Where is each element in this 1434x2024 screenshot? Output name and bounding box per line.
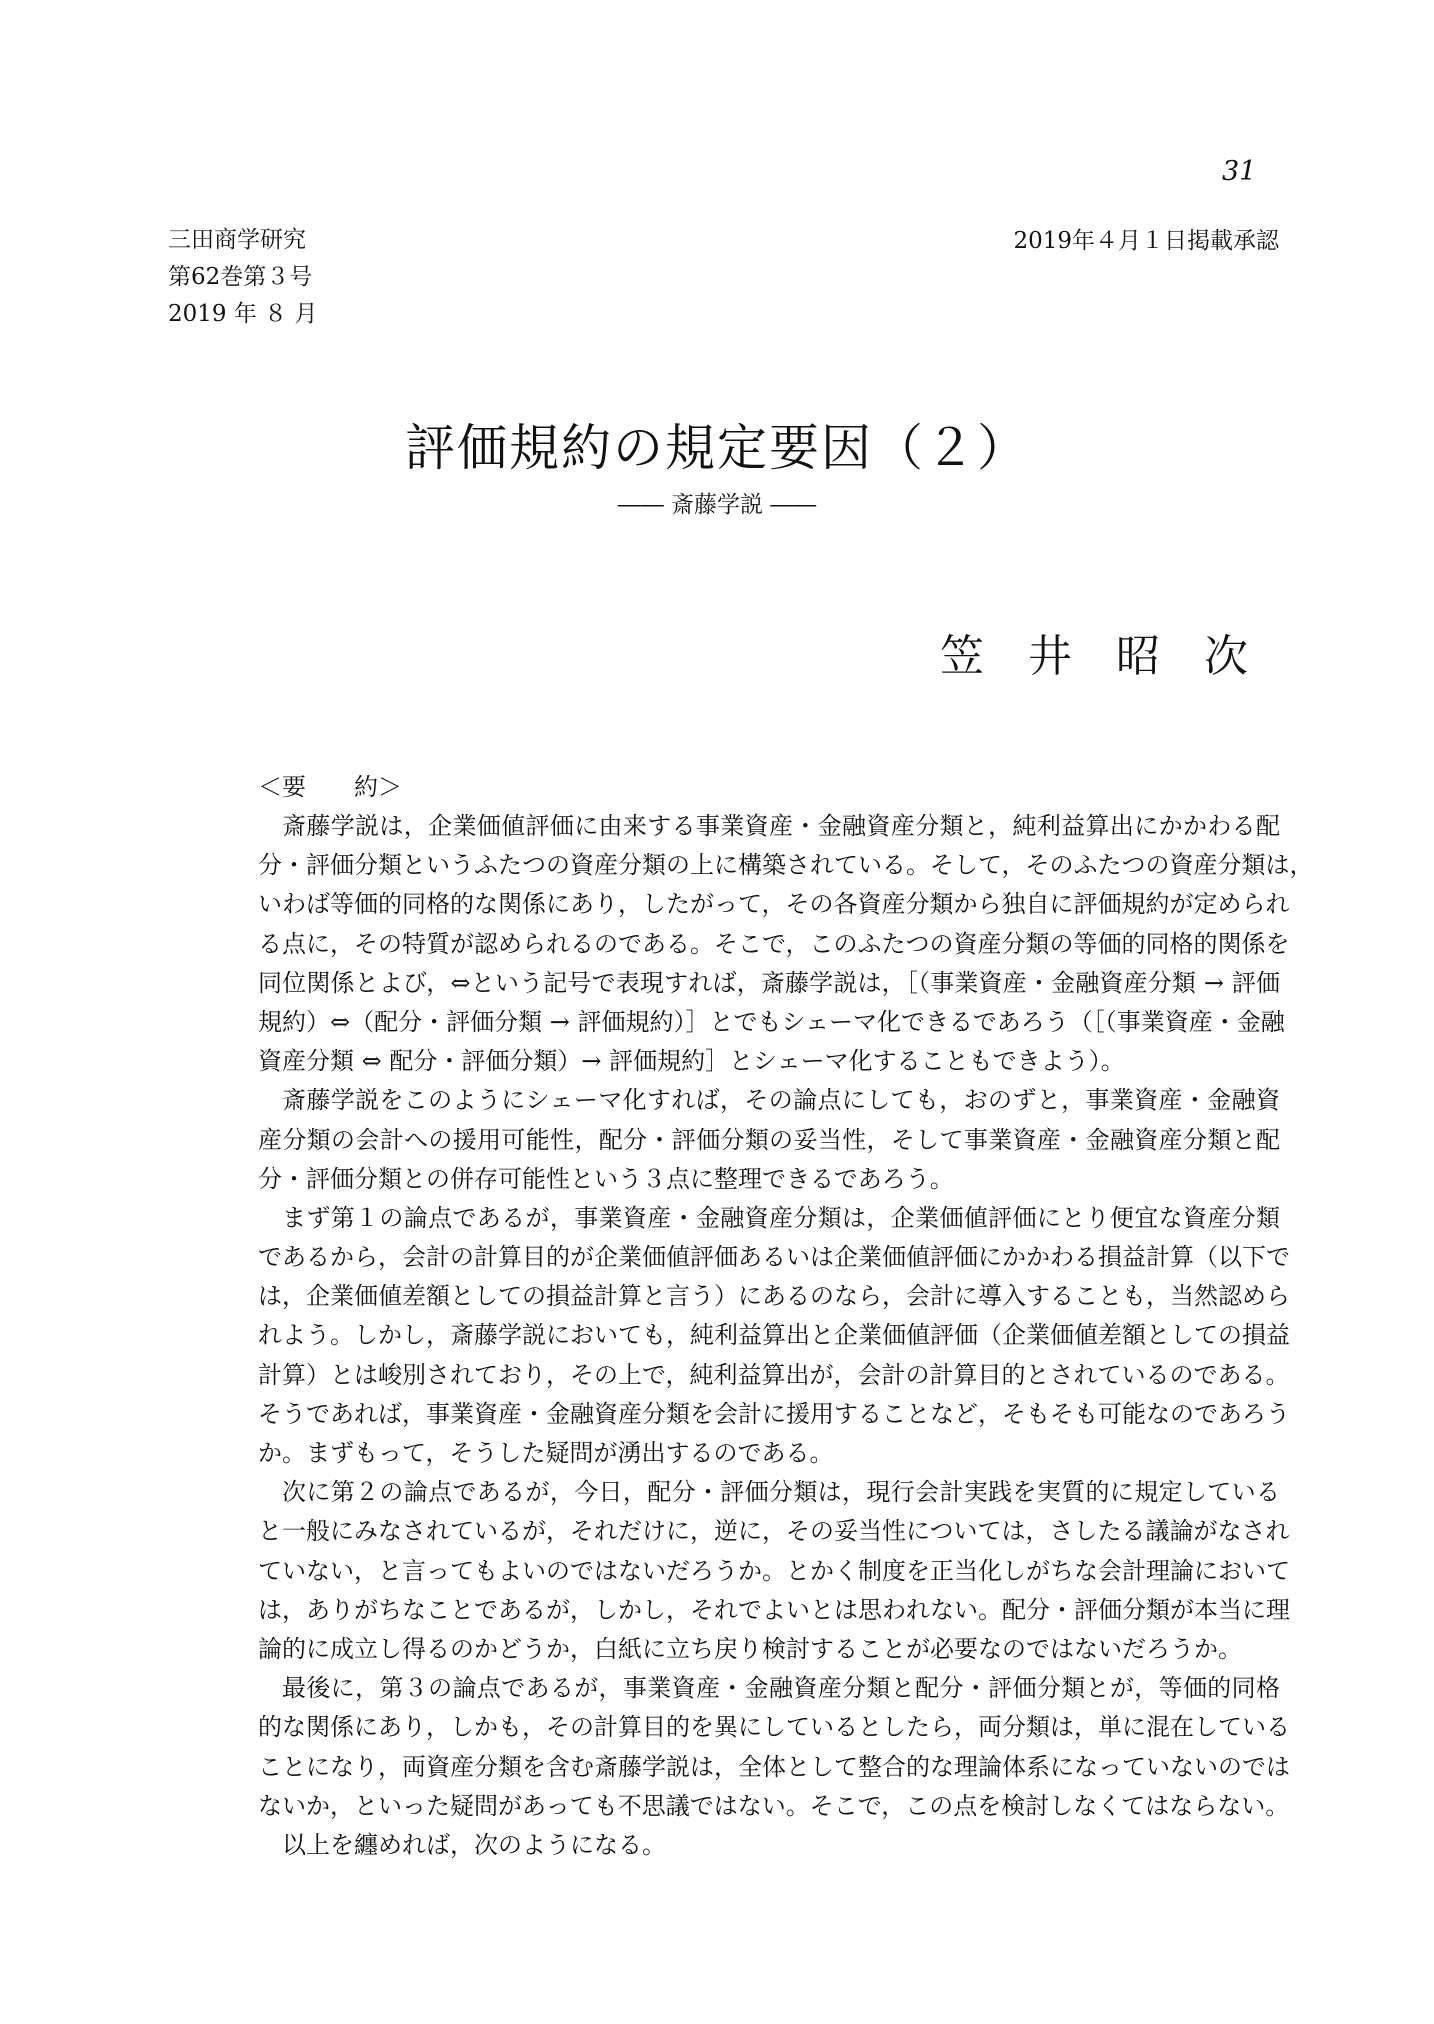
paragraph xyxy=(258,1826,1280,1865)
text-line: は，ありがちなことであるが，しかし，それでよいとは思われない。配分・評価分類が本当に理 xyxy=(258,1595,1290,1624)
abstract xyxy=(258,768,1314,1865)
paragraph xyxy=(258,1081,1280,1199)
text-line: そうであれば，事業資産・金融資産分類を会計に援用することなど，そもそも可能なのであろう xyxy=(258,1399,1290,1428)
approval-date: 2019年４月１日掲載承認 xyxy=(1013,228,1279,254)
text-line: ことになり，両資産分類を含む斎藤学説は，全体として整合的な理論体系になっていないのでは xyxy=(258,1752,1290,1781)
journal-info xyxy=(168,222,317,333)
paragraph xyxy=(258,1473,1290,1669)
text-line: 最後に，第３の論点であるが，事業資産・金融資産分類と配分・評価分類とが，等価的同格 xyxy=(282,1674,1280,1703)
paragraph xyxy=(258,807,1314,1081)
text-line: と一般にみなされているが，それだけに，逆に，その妥当性については，さしたる議論がなされ xyxy=(258,1517,1290,1546)
text-line: 計算）とは峻別されており，その上で，純利益算出が，会計の計算目的とされているのである。 xyxy=(258,1360,1290,1389)
text-line: 的な関係にあり，しかも，その計算目的を異にしているとしたら，両分類は，単に混在している xyxy=(258,1713,1290,1742)
text-line: 資産分類 ⇔ 配分・評価分類）→ 評価規約］とシェーマ化することもできよう）。 xyxy=(258,1047,1125,1076)
text-line: まず第１の論点であるが，事業資産・金融資産分類は，企業価値評価にとり便宜な資産分類 xyxy=(282,1203,1280,1232)
text-line: 分・評価分類との併存可能性という３点に整理できるであろう。 xyxy=(258,1164,954,1193)
article-subtitle: ―― 斎藤学説 ―― xyxy=(617,492,817,518)
paragraph xyxy=(258,1199,1290,1473)
text-line: れよう。しかし，斎藤学説においても，純利益算出と企業価値評価（企業価値差額としての損益 xyxy=(258,1321,1290,1350)
author-name: 笠井昭次 xyxy=(940,631,1292,682)
article-title: 評価規約の規定要因（２） xyxy=(405,419,1029,477)
paragraph xyxy=(258,1669,1290,1826)
text-line: る点に，その特質が認められるのである。そこで，このふたつの資産分類の等価的同格的関係を xyxy=(258,929,1290,958)
text-line: 分・評価分類というふたつの資産分類の上に構築されている。そして，そのふたつの資産分類は， xyxy=(258,851,1314,880)
text-line: いわば等価的同格的な関係にあり，したがって，その各資産分類から独自に評価規約が定められ xyxy=(258,890,1290,919)
text-line: 規約）⇔（配分・評価分類 → 評価規約）］とでもシェーマ化できるであろう（［（事業資産・金融 xyxy=(258,1007,1285,1036)
abstract-body xyxy=(258,807,1314,1865)
text-line: 産分類の会計への援用可能性，配分・評価分類の妥当性，そして事業資産・金融資産分類と配 xyxy=(258,1125,1280,1154)
journal-date: 2019 年 ８ 月 xyxy=(168,301,318,327)
text-line: ていない，と言ってもよいのではないだろうか。とかく制度を正当化しがちな会計理論において xyxy=(258,1556,1290,1585)
text-line: であるから，会計の計算目的が企業価値評価あるいは企業価値評価にかかわる損益計算（以下で xyxy=(258,1243,1290,1272)
text-line: 以上を纏めれば，次のようになる。 xyxy=(282,1830,666,1859)
journal-name: 三田商学研究 xyxy=(168,227,306,253)
text-line: は，企業価値差額としての損益計算と言う）にあるのなら，会計に導入することも，当然認めら xyxy=(258,1282,1290,1311)
text-line: か。まずもって，そうした疑問が湧出するのである。 xyxy=(258,1439,834,1467)
abstract-heading: ＜要 約＞ xyxy=(258,773,402,801)
text-line: 同位関係とよび，⇔という記号で表現すれば，斎藤学説は，［（事業資産・金融資産分類 → 評価 xyxy=(258,968,1280,997)
text-line: 斎藤学説をこのようにシェーマ化すれば，その論点にしても，おのずと，事業資産・金融資 xyxy=(282,1086,1280,1115)
text-line: 次に第２の論点であるが，今日，配分・評価分類は，現行会計実践を実質的に規定している xyxy=(282,1478,1280,1507)
journal-volume: 第62巻第３号 xyxy=(168,264,313,290)
text-line: ないか，といった疑問があっても不思議ではない。そこで，この点を検討しなくてはならない。 xyxy=(258,1791,1290,1820)
text-line: 論的に成立し得るのかどうか，白紙に立ち戻り検討することが必要なのではないだろうか。 xyxy=(258,1634,1242,1663)
text-line: 斎藤学説は，企業価値評価に由来する事業資産・金融資産分類と，純利益算出にかかわる配 xyxy=(282,812,1280,840)
page-number: 31 xyxy=(1222,156,1257,187)
